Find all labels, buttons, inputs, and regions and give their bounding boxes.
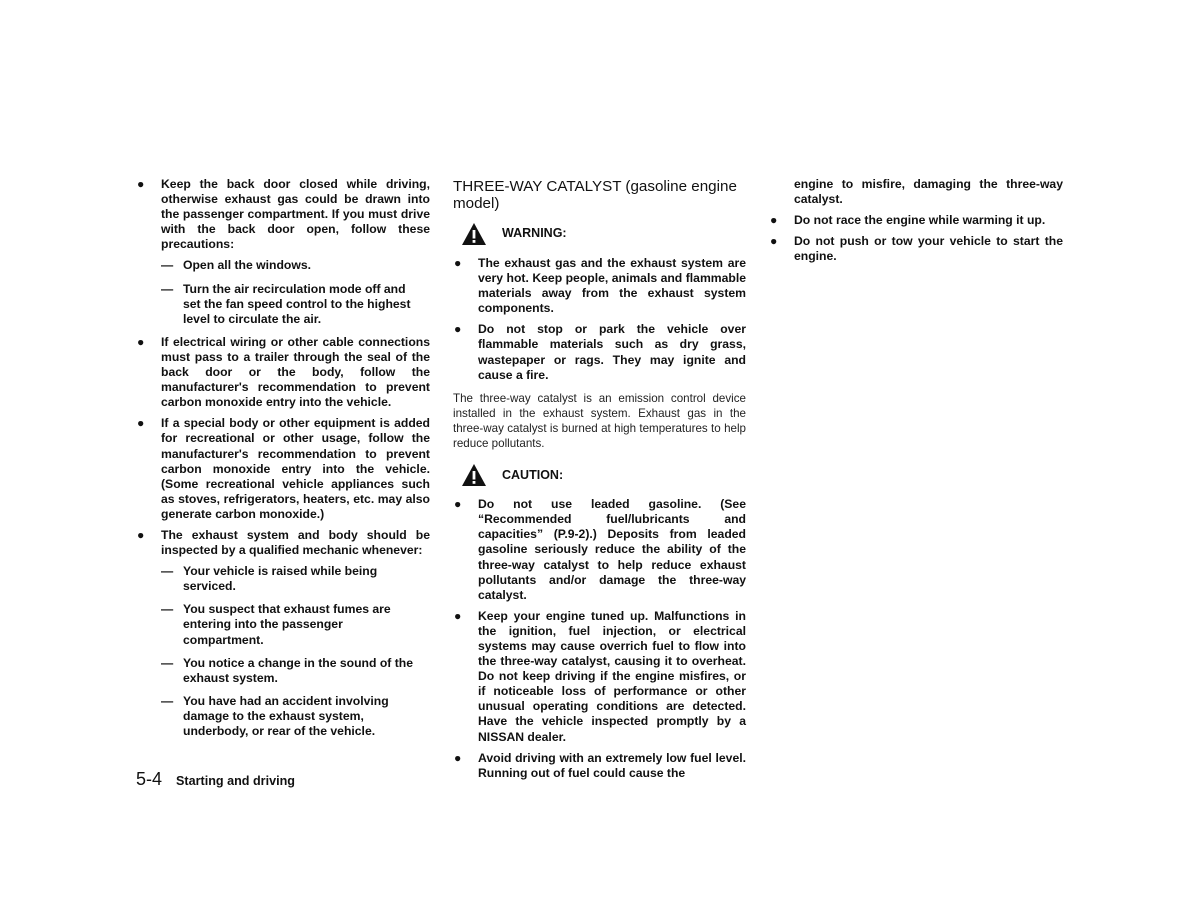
dash-icon: —	[161, 281, 174, 296]
bullet-text: Do not push or tow your vehicle to start the engine.	[794, 234, 1063, 264]
bullet-text: Do not race the engine while warming it up.	[794, 213, 1046, 228]
warning-label: WARNING:	[502, 226, 567, 241]
list-item	[453, 751, 746, 781]
bullet-text: The exhaust system and body should be inspected by a qualified mechanic whenever:	[161, 527, 430, 558]
sub-item-text: Open all the windows.	[183, 258, 311, 273]
dash-icon: —	[161, 564, 174, 579]
list-item	[769, 213, 1063, 228]
right-column	[769, 177, 1063, 270]
list-item	[453, 256, 746, 316]
sub-item-text: Your vehicle is raised while being serviced.	[183, 564, 378, 594]
bullet-icon: ●	[454, 750, 462, 765]
sub-item-text: Turn the air recirculation mode off and set the fan speed control to the highest level to circulate the air.	[183, 281, 411, 326]
middle-column	[453, 177, 746, 787]
dash-icon: —	[161, 693, 174, 708]
sub-list-item	[161, 656, 423, 686]
bullet-text: The exhaust gas and the exhaust system are very hot. Keep people, animals and flammable materials away from the exhaust system components.	[478, 256, 746, 316]
body-paragraph: The three-way catalyst is an emission control device installed in the exhaust system. Exhaust gas in the three-way catalyst is burned at high temperatures to help reduce pollutants.	[453, 391, 746, 451]
dash-icon: —	[161, 655, 174, 670]
warning-triangle-icon	[461, 222, 487, 246]
sub-list-item	[161, 694, 423, 739]
sub-item-text: You suspect that exhaust fumes are entering into the passenger compartment.	[183, 602, 391, 647]
list-item	[453, 609, 746, 745]
list-item	[136, 528, 430, 558]
bullet-icon: ●	[137, 334, 145, 349]
caution-header	[461, 463, 746, 487]
warning-header	[461, 222, 746, 246]
sub-list-item	[161, 282, 423, 327]
bullet-icon: ●	[137, 416, 145, 431]
bullet-text: If electrical wiring or other cable connections must pass to a trailer through the seal of the back door or the body, follow the manufacturer's recommendation to prevent carbon monoxide entry into the vehicle.	[161, 334, 430, 410]
bullet-icon: ●	[454, 322, 462, 337]
bullet-icon: ●	[770, 213, 778, 228]
list-item	[136, 177, 430, 252]
warning-triangle-icon	[461, 463, 487, 487]
sub-list-item	[161, 258, 423, 273]
bullet-text: Keep your engine tuned up. Malfunctions in the ignition, fuel injection, or electrical systems may cause overrich fuel to flow into the three-way catalyst, causing it to overheat. Do not keep driving if the engine misfires, or if noticeable loss of performance or other unusual operating conditions are detected. Have the vehicle inspected promptly by a NISSAN dealer.	[478, 608, 746, 744]
bullet-text: If a special body or other equipment is added for recreational or other usage, follow the manufacturer's recommendation to prevent carbon monoxide entry into the vehicle. (Some recreational vehicle appliances such as stoves, refrigerators, heaters, etc. may also generate carbon monoxide.)	[161, 416, 430, 521]
bullet-text: Keep the back door closed while driving, otherwise exhaust gas could be drawn into the passenger compartment. If you must drive with the back door open, follow these precautions:	[161, 177, 430, 252]
left-column	[136, 177, 430, 747]
continued-text: engine to misfire, damaging the three-way catalyst.	[794, 177, 1063, 207]
dash-icon: —	[161, 258, 174, 273]
list-item	[453, 497, 746, 603]
bullet-text: Do not use leaded gasoline. (See “Recommended fuel/lubricants and capacities” (P.9-2).) Deposits from leaded gasoline seriously reduce the ability of the three-way catalyst to help reduce exhaust pollutants and/or damage the three-way catalyst.	[478, 497, 746, 602]
bullet-icon: ●	[137, 527, 145, 542]
list-item	[453, 322, 746, 382]
sub-list-item	[161, 602, 423, 647]
page-number: 5-4	[136, 769, 163, 789]
caution-label: CAUTION:	[502, 467, 564, 482]
sub-item-text: You have had an accident involving damage to the exhaust system, underbody, or rear of the vehicle.	[183, 693, 389, 738]
section-name: Starting and driving	[176, 774, 295, 788]
bullet-icon: ●	[770, 234, 778, 249]
list-item-continued	[769, 177, 1063, 207]
list-item	[136, 416, 430, 522]
dash-icon: —	[161, 602, 174, 617]
list-item	[136, 335, 430, 410]
bullet-icon: ●	[454, 256, 462, 270]
sub-list-item	[161, 564, 423, 594]
bullet-icon: ●	[137, 177, 145, 191]
section-title: THREE-WAY CATALYST (gasoline engine model)	[453, 178, 737, 212]
bullet-text: Do not stop or park the vehicle over flammable materials such as dry grass, wastepaper or rags. They may ignite and cause a fire.	[478, 322, 746, 382]
page-footer	[136, 769, 295, 790]
bullet-icon: ●	[454, 497, 462, 512]
list-item	[769, 234, 1063, 264]
sub-item-text: You notice a change in the sound of the exhaust system.	[183, 655, 413, 685]
bullet-icon: ●	[454, 608, 462, 623]
bullet-text: Avoid driving with an extremely low fuel level. Running out of fuel could cause the	[478, 750, 746, 780]
